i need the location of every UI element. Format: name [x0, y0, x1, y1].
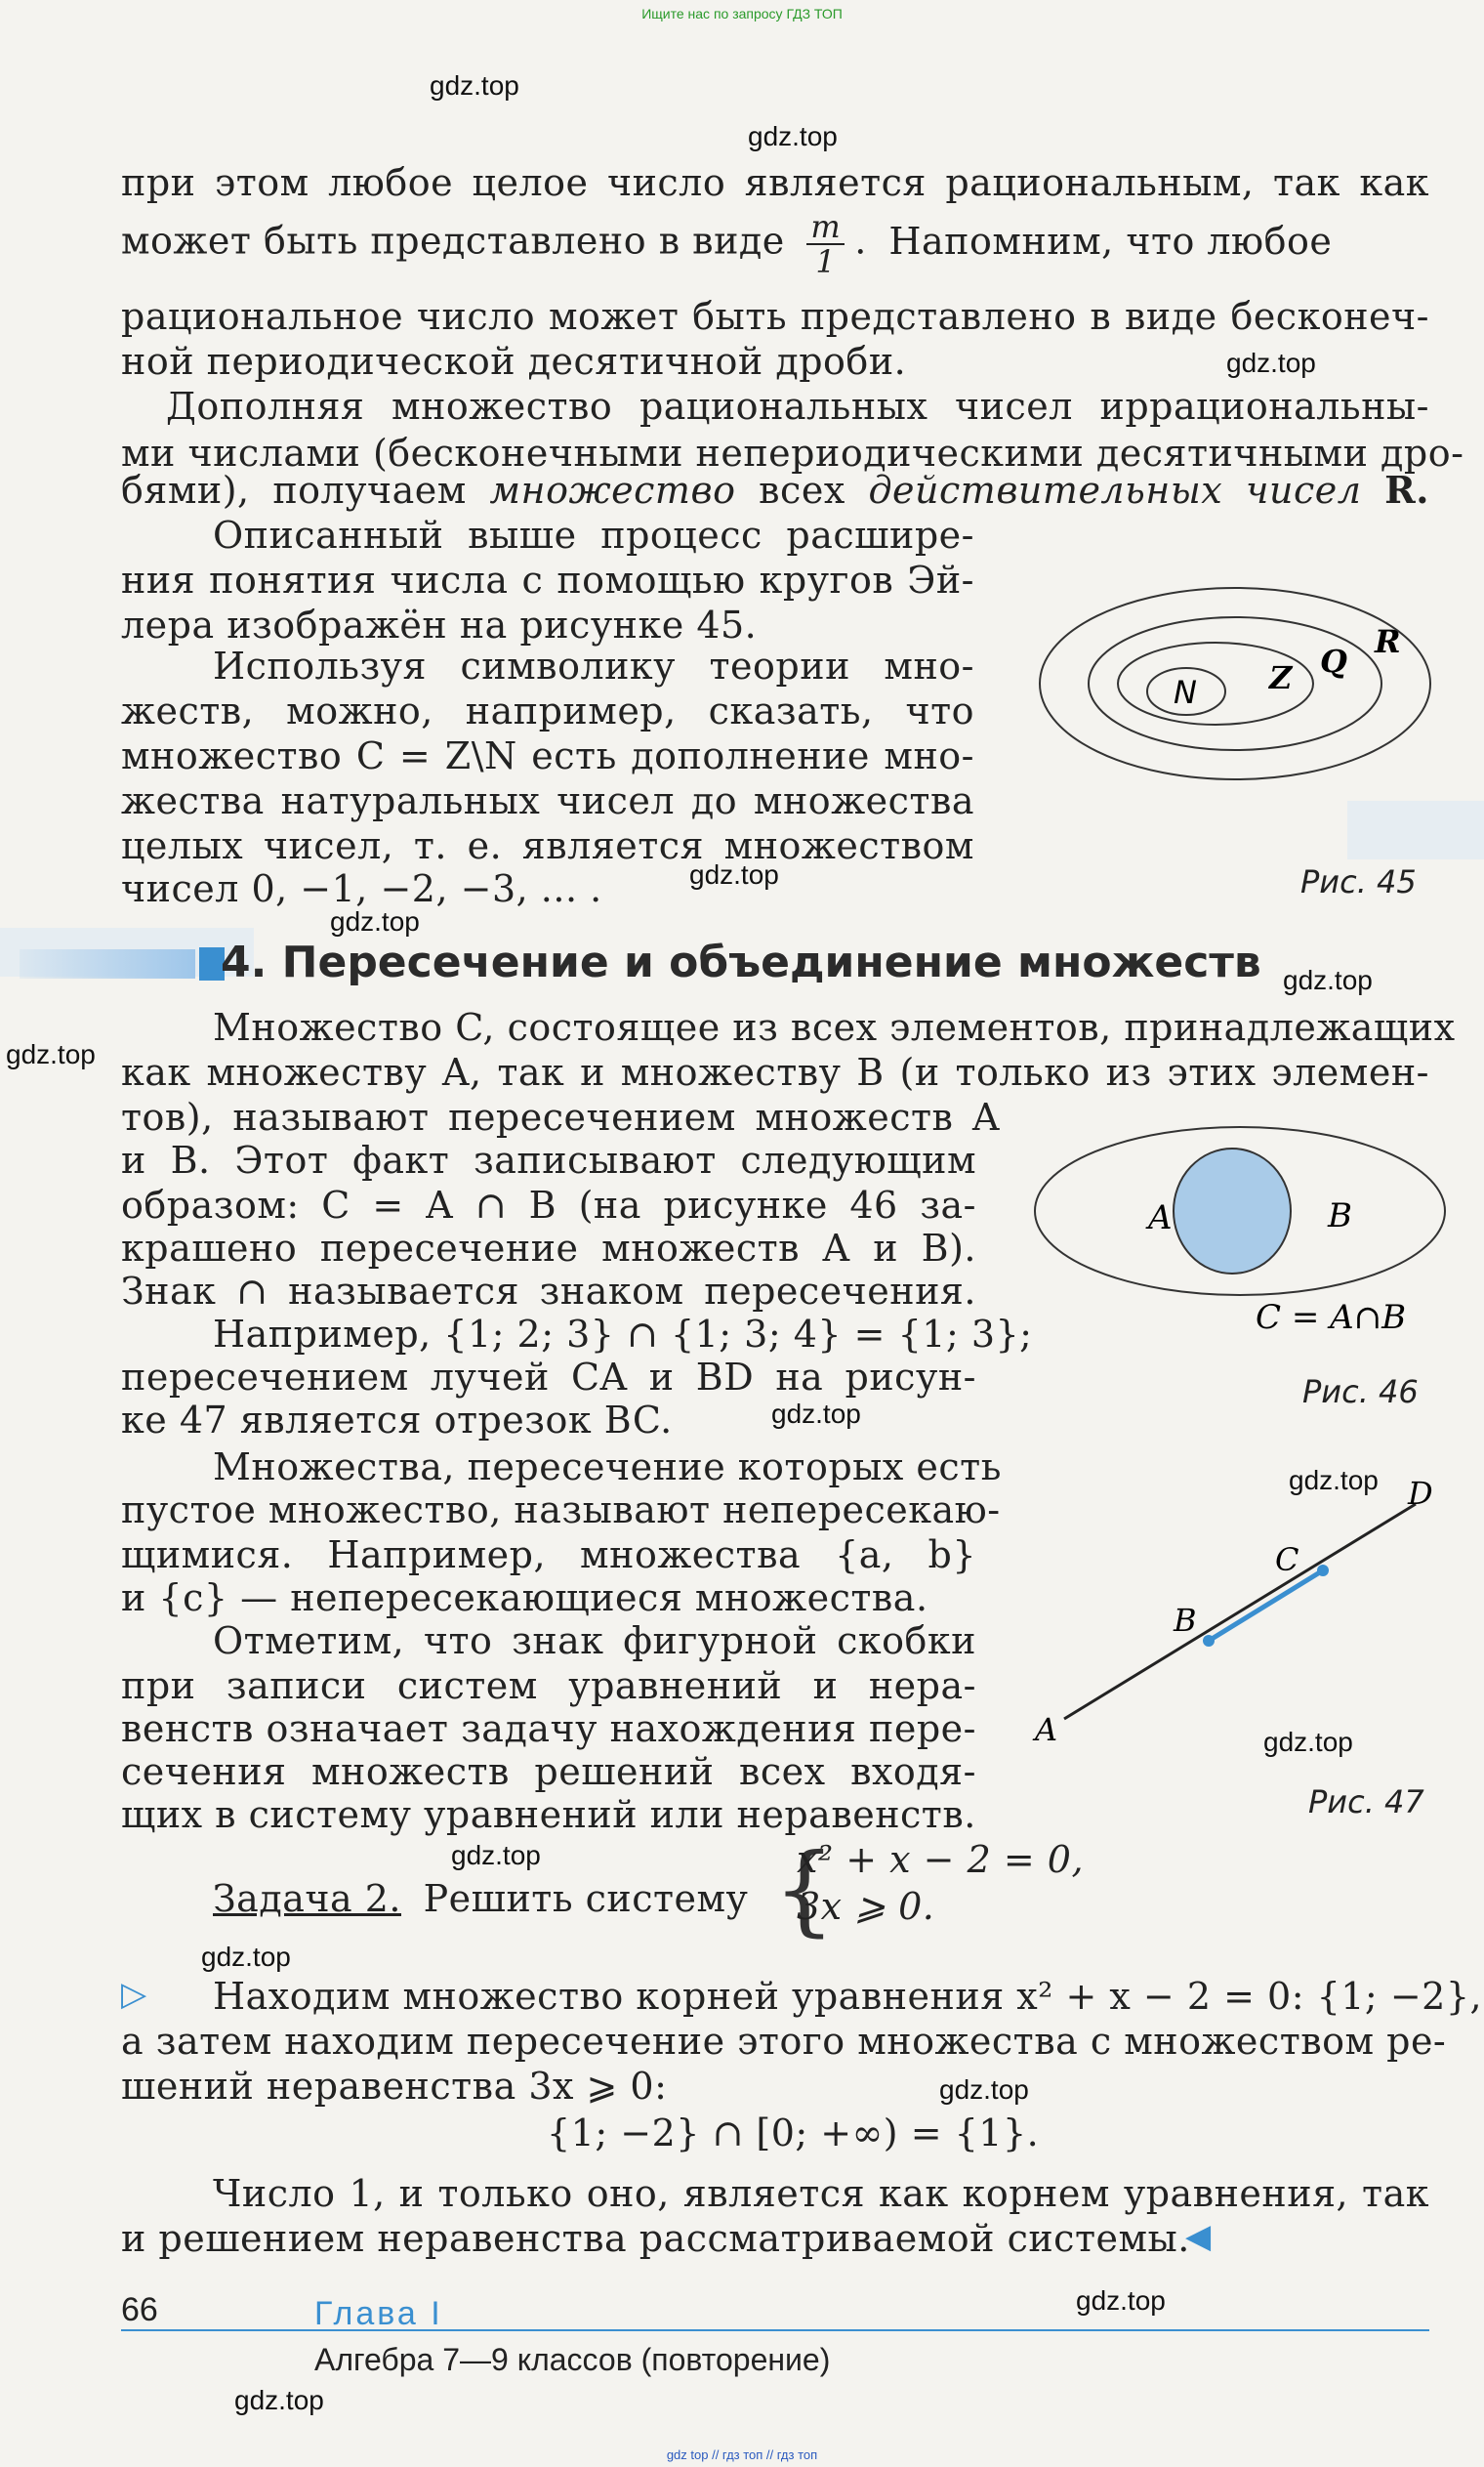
text-fragment: всех [759, 469, 845, 512]
text-fragment: может быть представлено в виде [121, 219, 785, 263]
text-line: Описанный выше процесс расшире- [213, 514, 974, 557]
text-line: и {c} — непересекающиеся множества. [121, 1576, 928, 1619]
segment-bc [1209, 1570, 1323, 1641]
text-fragment: Напомним, что любое [888, 219, 1333, 263]
text-line: Отметим, что знак фигурной скобки [213, 1619, 976, 1662]
text-line: как множеству A, так и множеству B (и только из этих элемен- [121, 1051, 1429, 1094]
text-line: сечения множеств решений всех входя- [121, 1750, 976, 1793]
text-line: при этом любое целое число является рациональным, так как [121, 161, 1429, 204]
text-line: Используя символику теории мно- [213, 645, 974, 688]
system-eq1: x² + x − 2 = 0, [797, 1838, 1085, 1881]
text-line: при записи систем уравнений и нера- [121, 1664, 976, 1707]
watermark: gdz.top [748, 121, 838, 151]
chapter-label: Глава I [314, 2295, 443, 2332]
heading-accent-bar [20, 949, 195, 979]
text-line: Множества, пересечение которых есть [213, 1445, 1002, 1488]
fraction-numerator: m [806, 210, 845, 245]
text-line: ной периодической десятичной дроби. [121, 340, 907, 383]
text-line: Знак ∩ называется знаком пересечения. [121, 1270, 976, 1313]
text-line: ния понятия числа с помощью кругов Эй- [121, 559, 974, 602]
watermark: gdz.top [201, 1942, 291, 1972]
text-line: Множество C, состоящее из всех элементов, принадлежащих [213, 1006, 1456, 1049]
task-text: Решить систему [423, 1877, 749, 1920]
formula-line: {1; −2} ∩ [0; +∞) = {1}. [547, 2112, 1040, 2154]
text-line: чисел 0, −1, −2, −3, ... . [121, 867, 602, 910]
text-line: образом: C = A ∩ B (на рисунке 46 за- [121, 1184, 976, 1227]
text-line: венств означает задачу нахождения пере- [121, 1707, 976, 1750]
label-b: B [1328, 1196, 1352, 1235]
text-line: шений неравенства 3x ⩾ 0: [121, 2065, 668, 2108]
label-c: C [1275, 1541, 1299, 1578]
watermark: gdz.top [1263, 1727, 1353, 1757]
text-line: а затем находим пересечение этого множества с множеством ре- [121, 2020, 1447, 2063]
bottom-banner-note: gdz top // гдз топ // гдз топ [666, 2447, 818, 2462]
text-line: Например, {1; 2; 3} ∩ {1; 3; 4} = {1; 3}; [213, 1313, 1033, 1356]
point-c [1317, 1565, 1329, 1576]
intersection-region [1174, 1149, 1291, 1274]
text-line: ке 47 является отрезок BC. [121, 1399, 673, 1442]
text-line: щих в систему уравнений или неравенств. [121, 1793, 976, 1836]
text-line: целых чисел, т. е. является множеством [121, 824, 974, 867]
solution-start-marker-icon: ▷ [121, 1975, 147, 2014]
fraction [806, 210, 845, 278]
ellipse-q [1089, 617, 1381, 750]
text-line: ми числами (бесконечными непериодическими десятичными дро- [121, 432, 1464, 475]
intersection-figure [1025, 1094, 1455, 1348]
watermark: gdz.top [771, 1399, 861, 1429]
text-line: Дополняя множество рациональных чисел иррациональны- [166, 385, 1429, 428]
label-q: Q [1320, 643, 1347, 680]
rays-figure [1025, 1475, 1455, 1758]
label-d: D [1408, 1475, 1433, 1512]
text-line: щимися. Например, множества {a, b} [121, 1533, 976, 1576]
task-title: Задача 2. [213, 1877, 401, 1920]
watermark: gdz.top [1226, 348, 1316, 378]
label-z: Z [1269, 659, 1293, 696]
watermark: gdz.top [1289, 1465, 1379, 1495]
formula-c-equals-a-cap-b: C = A∩B [1256, 1298, 1407, 1337]
watermark: gdz.top [1076, 2285, 1166, 2316]
label-a: A [1148, 1198, 1173, 1237]
watermark: gdz.top [689, 859, 779, 890]
label-r: R [1375, 623, 1401, 660]
text-line: может быть представлено в виде $\frac{m}{1}$ . Напомним, что любое [121, 208, 1333, 280]
text-line: крашено пересечение множеств A и B). [121, 1227, 976, 1270]
text-line: пустое множество, называют непересекаю- [121, 1488, 1001, 1531]
watermark: gdz.top [234, 2385, 324, 2415]
system-eq2: 3x ⩾ 0. [797, 1885, 935, 1928]
euler-circles-figure [1025, 586, 1455, 908]
text-fragment: R. [1384, 468, 1429, 512]
task-line [213, 1875, 748, 1922]
text-line [121, 467, 1429, 514]
watermark: gdz.top [430, 70, 519, 101]
text-line: лера изображён на рисунке 45. [121, 604, 758, 647]
figure-caption-47: Рис. 47 [1308, 1783, 1424, 1820]
watermark: gdz.top [330, 906, 420, 937]
section-heading: 4. Пересечение и объединение множеств [221, 938, 1261, 987]
text-line: множество C = Z\N есть дополнение мно- [121, 734, 974, 777]
watermark: gdz.top [6, 1039, 96, 1069]
page-number: 66 [121, 2291, 158, 2328]
label-n: N [1174, 674, 1197, 711]
top-banner-note: Ищите нас по запросу ГДЗ ТОП [641, 6, 843, 21]
label-b: B [1174, 1602, 1197, 1639]
text-line: рациональное число может быть представлено в виде бесконеч- [121, 295, 1429, 338]
text-line: Находим множество корней уравнения x² + x − 2 = 0: {1; −2}, [213, 1975, 1483, 2018]
text-line: пересечением лучей CA и BD на рисун- [121, 1356, 976, 1399]
solution-end-marker-icon: ◀ [1185, 2217, 1212, 2256]
text-fragment: множество [489, 469, 736, 512]
text-line: и решением неравенства рассматриваемой системы. [121, 2217, 1190, 2260]
watermark: gdz.top [939, 2074, 1029, 2105]
text-line: и B. Этот факт записывают следующим [121, 1139, 976, 1182]
book-subtitle: Алгебра 7—9 классов (повторение) [314, 2342, 831, 2377]
text-line: тов), называют пересечением множеств A [121, 1096, 1000, 1139]
watermark: gdz.top [451, 1840, 541, 1870]
line-ad [1064, 1504, 1416, 1719]
text-fragment: бями), получаем [121, 469, 467, 512]
text-line: Число 1, и только оно, является как корнем уравнения, так [213, 2172, 1429, 2215]
figure-caption-46: Рис. 46 [1302, 1373, 1419, 1410]
text-line: жеств, можно, например, сказать, что [121, 690, 974, 732]
fraction-denominator: 1 [815, 243, 837, 280]
system-brace: { [773, 1832, 836, 1946]
point-b [1203, 1635, 1215, 1647]
watermark: gdz.top [1283, 965, 1373, 995]
text-line: жества натуральных чисел до множества [121, 779, 974, 822]
figure-caption-45: Рис. 45 [1300, 863, 1417, 900]
text-fragment: действительных чисел [868, 469, 1362, 512]
label-a: A [1035, 1711, 1058, 1748]
